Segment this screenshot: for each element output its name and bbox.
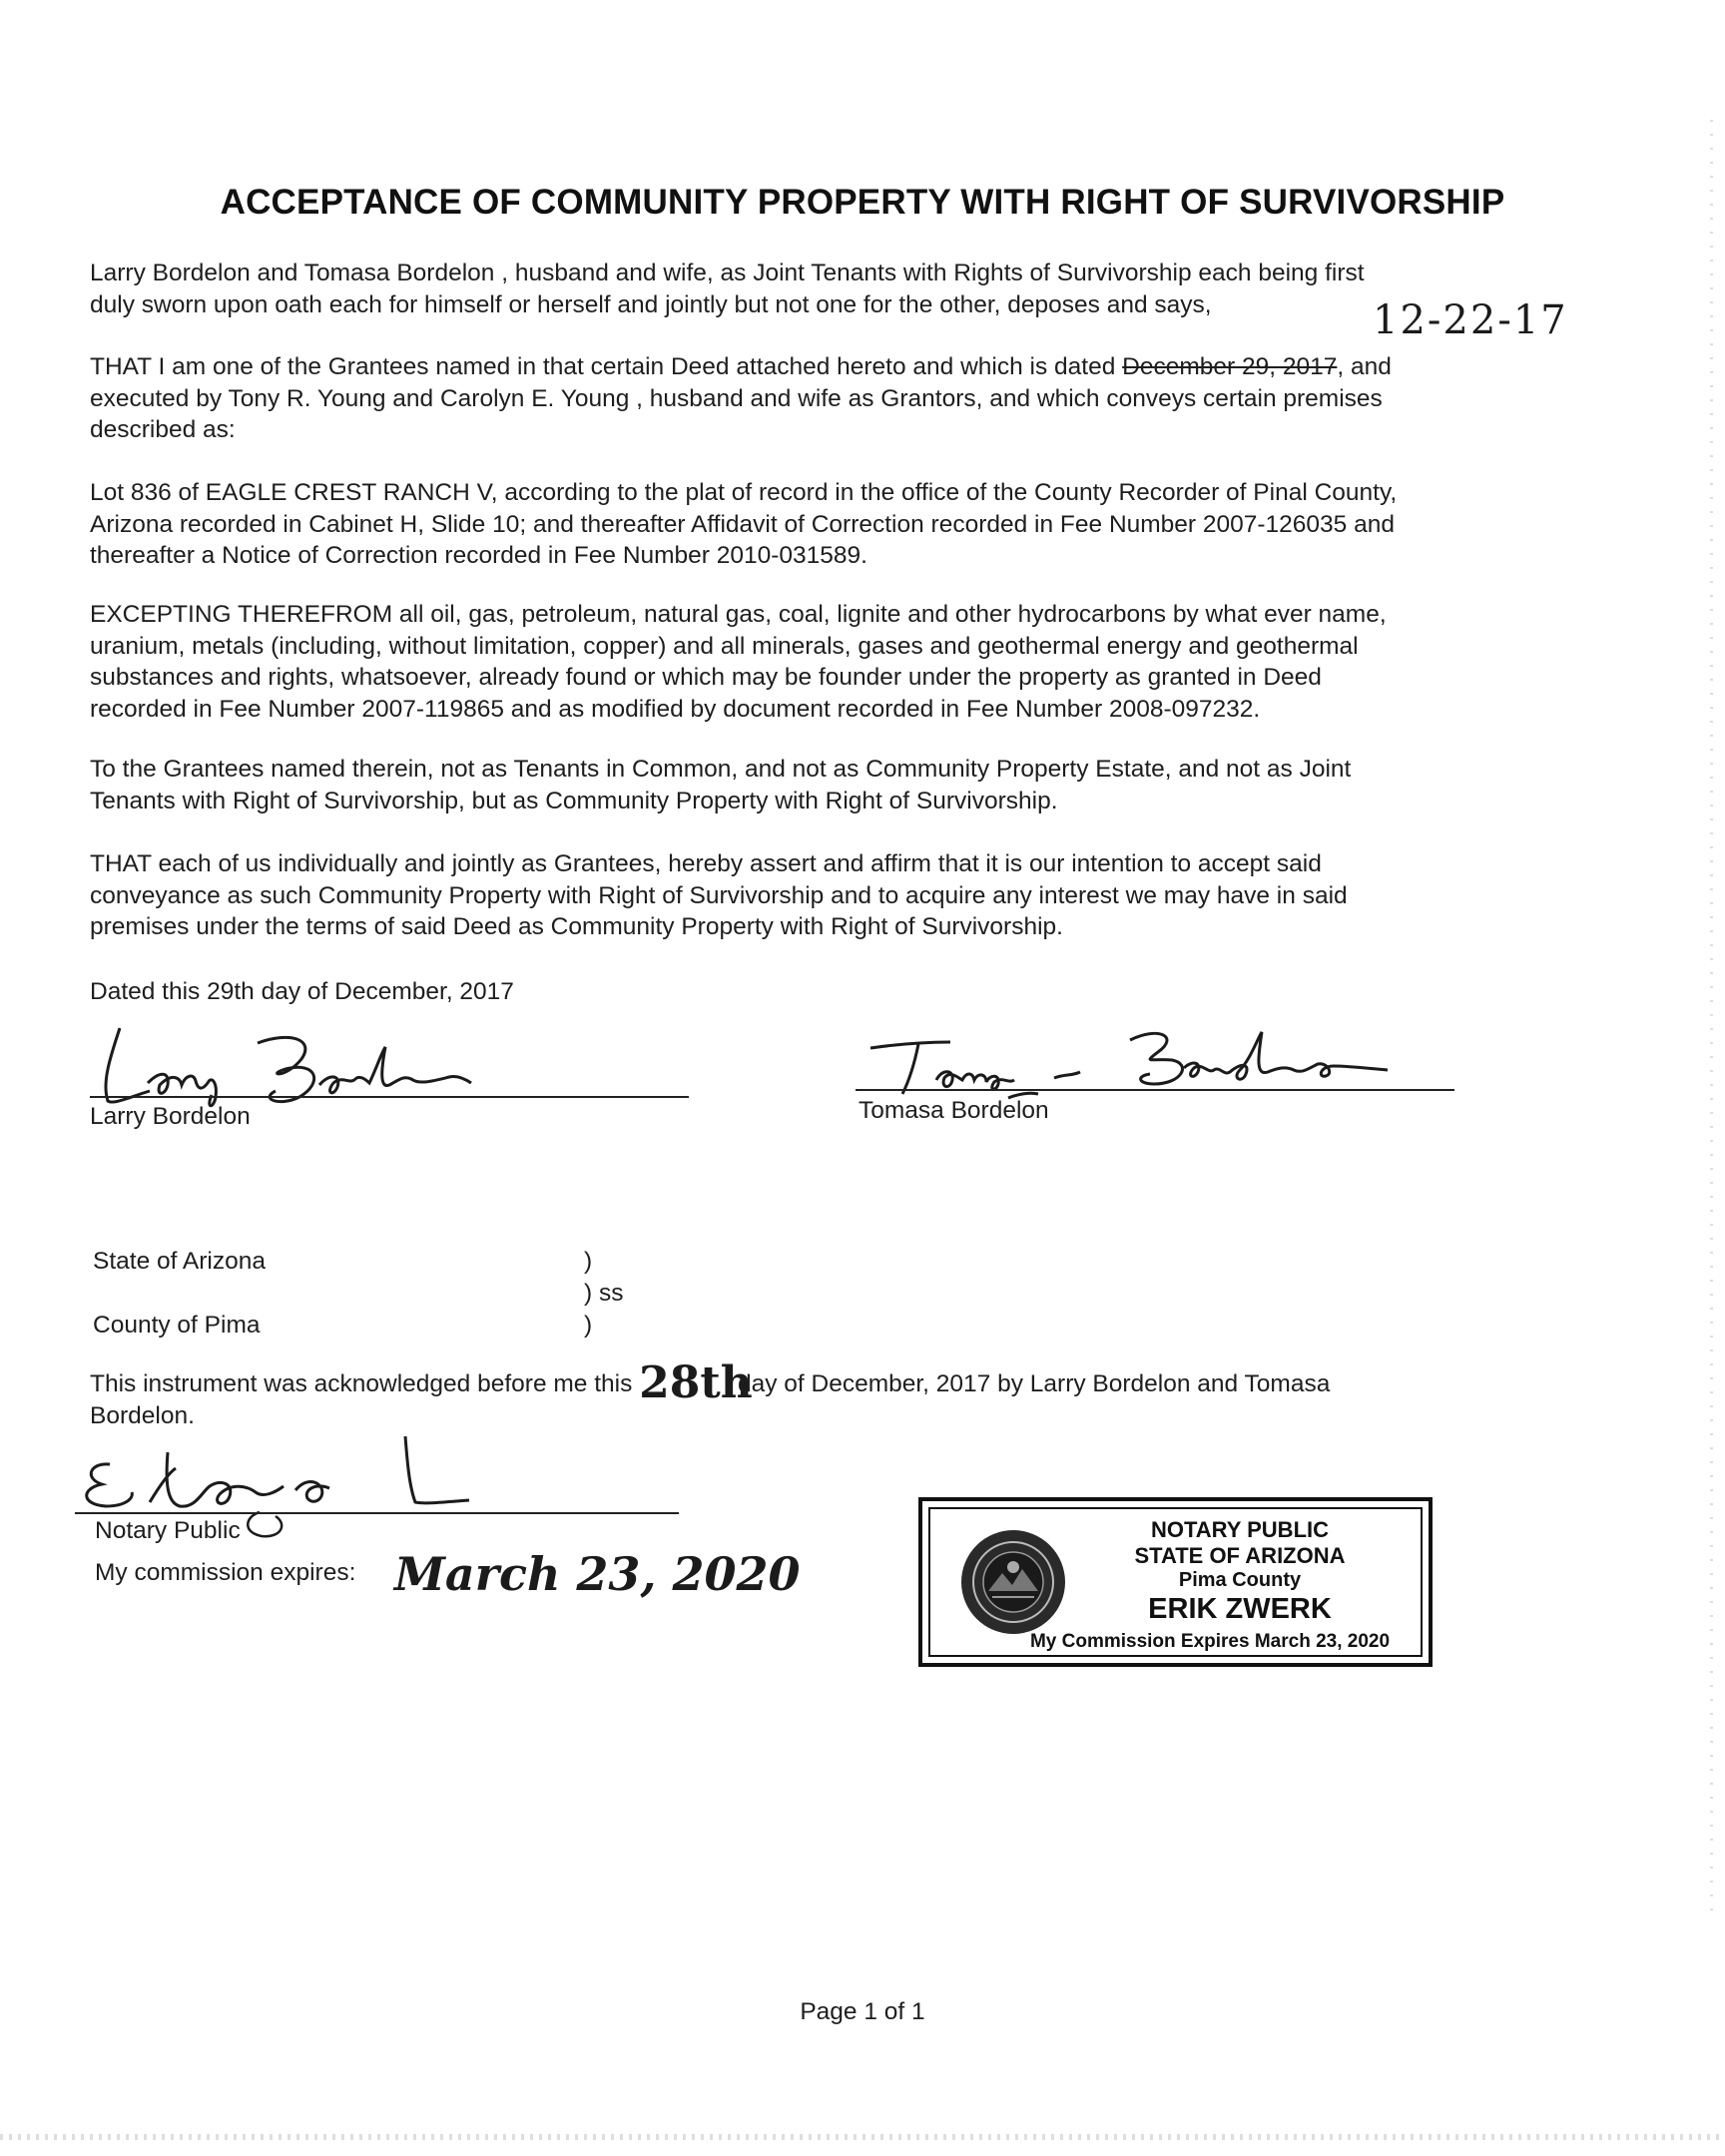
signature-line-1 (90, 1096, 689, 1098)
scan-bottom-artifact (0, 2134, 1725, 2140)
grantees-line-2: Tenants with Right of Survivorship, but as Community Property with Right of Survivorship. (90, 787, 1058, 814)
deed-line-2: executed by Tony R. Young and Carolyn E. Young , husband and wife as Grantors, and which conveys certain premises (90, 384, 1383, 412)
venue-paren-bottom: ) (584, 1312, 593, 1339)
affirm-line-2: conveyance as such Community Property with Right of Survivorship and to acquire any interest we may have in said (90, 881, 1348, 909)
notary-stamp (918, 1497, 1433, 1667)
intro-line-2: duly sworn upon oath each for himself or herself and jointly but not one for the other, deposes and says, (90, 290, 1212, 318)
except-line-1: EXCEPTING THEREFROM all oil, gas, petroleum, natural gas, coal, lignite and other hydrocarbons by what ever name, (90, 601, 1387, 628)
stamp-county: Pima County (1178, 1569, 1302, 1591)
stamp-notary-name: ERIK ZWERK (1148, 1593, 1332, 1625)
acknowledgment-line-2: Bordelon. (90, 1402, 195, 1429)
arizona-seal-icon (958, 1527, 1068, 1637)
lot-line-3: thereafter a Notice of Correction recorded in Fee Number 2010-031589. (90, 542, 867, 569)
ack-text-2: day of December, 2017 by Larry Bordelon and Tomasa (737, 1370, 1331, 1397)
struck-date: December 29, 2017 (1122, 353, 1338, 380)
grantees-line-1: To the Grantees named therein, not as Tenants in Common, and not as Community Property Estate, and not as Joint (90, 756, 1352, 783)
intro-line-1: Larry Bordelon and Tomasa Bordelon , husband and wife, as Joint Tenants with Rights of Survivorship each being first (90, 260, 1365, 286)
deed-line-3: described as: (90, 416, 236, 443)
notary-public-label: Notary Public (95, 1517, 241, 1544)
ack-text-1: This instrument was acknowledged before me this (90, 1370, 633, 1397)
signature-line-2 (856, 1089, 1454, 1091)
ack-day-handwritten: 28th (639, 1357, 753, 1408)
stamp-notary-public: NOTARY PUBLIC (1150, 1517, 1330, 1542)
lot-line-2: Arizona recorded in Cabinet H, Slide 10; and thereafter Affidavit of Correction recorded in Fee Number 2007-126035 and (90, 510, 1395, 538)
commission-expires-label: My commission expires: (95, 1559, 356, 1586)
affirm-line-3: premises under the terms of said Deed as Community Property with Right of Survivorship. (90, 913, 1063, 940)
acknowledgment-line-1 (90, 1357, 1627, 1408)
except-line-3: substances and rights, whatsoever, already found or which may be founder under the property as granted in Deed (90, 664, 1322, 691)
stamp-state: STATE OF ARIZONA (1134, 1543, 1346, 1568)
signature-larry-bordelon (90, 1013, 489, 1113)
except-line-4: recorded in Fee Number 2007-119865 and as modified by document recorded in Fee Number 2008-097232. (90, 695, 1261, 723)
deed-line-1-end: , and (1337, 353, 1392, 380)
deed-line-1-text: THAT I am one of the Grantees named in that certain Deed attached hereto and which is dated (90, 353, 1116, 380)
lot-line-1: Lot 836 of EAGLE CREST RANCH V, according to the plat of record in the office of the County Recorder of Pinal County, (90, 479, 1398, 506)
document-title: ACCEPTANCE OF COMMUNITY PROPERTY WITH RIGHT OF SURVIVORSHIP (220, 183, 1505, 222)
deed-paragraph (90, 351, 1627, 446)
notary-signature-line (75, 1512, 679, 1514)
venue-paren-ss: ) ss (584, 1280, 624, 1307)
except-line-2: uranium, metals (including, without limitation, copper) and all minerals, gases and geothermal energy and geothermal (90, 632, 1359, 660)
affirm-line-1: THAT each of us individually and jointly as Grantees, hereby assert and affirm that it is our intention to accept said (90, 850, 1322, 877)
page-number: Page 1 of 1 (800, 1998, 925, 2025)
excepting-paragraph (90, 599, 1627, 725)
signer-2-name: Tomasa Bordelon (859, 1097, 1049, 1124)
commission-expiry-handwritten: March 23, 2020 (394, 1547, 801, 1601)
notary-stamp-inner-border (928, 1507, 1423, 1657)
signer-1-name: Larry Bordelon (90, 1103, 251, 1130)
state-label: State of Arizona (93, 1248, 266, 1275)
handwritten-date-correction: 12-22-17 (1373, 297, 1568, 343)
grantees-paragraph (90, 754, 1627, 816)
affirm-paragraph (90, 848, 1627, 943)
lot-paragraph (90, 477, 1627, 572)
stamp-commission-expires: My Commission Expires March 23, 2020 (1029, 1631, 1391, 1652)
venue-paren-top: ) (584, 1248, 593, 1275)
county-label: County of Pima (93, 1312, 261, 1339)
scan-edge-artifact (1710, 120, 1713, 1916)
deed-line-1 (90, 351, 1627, 383)
dated-line: Dated this 29th day of December, 2017 (90, 978, 514, 1005)
